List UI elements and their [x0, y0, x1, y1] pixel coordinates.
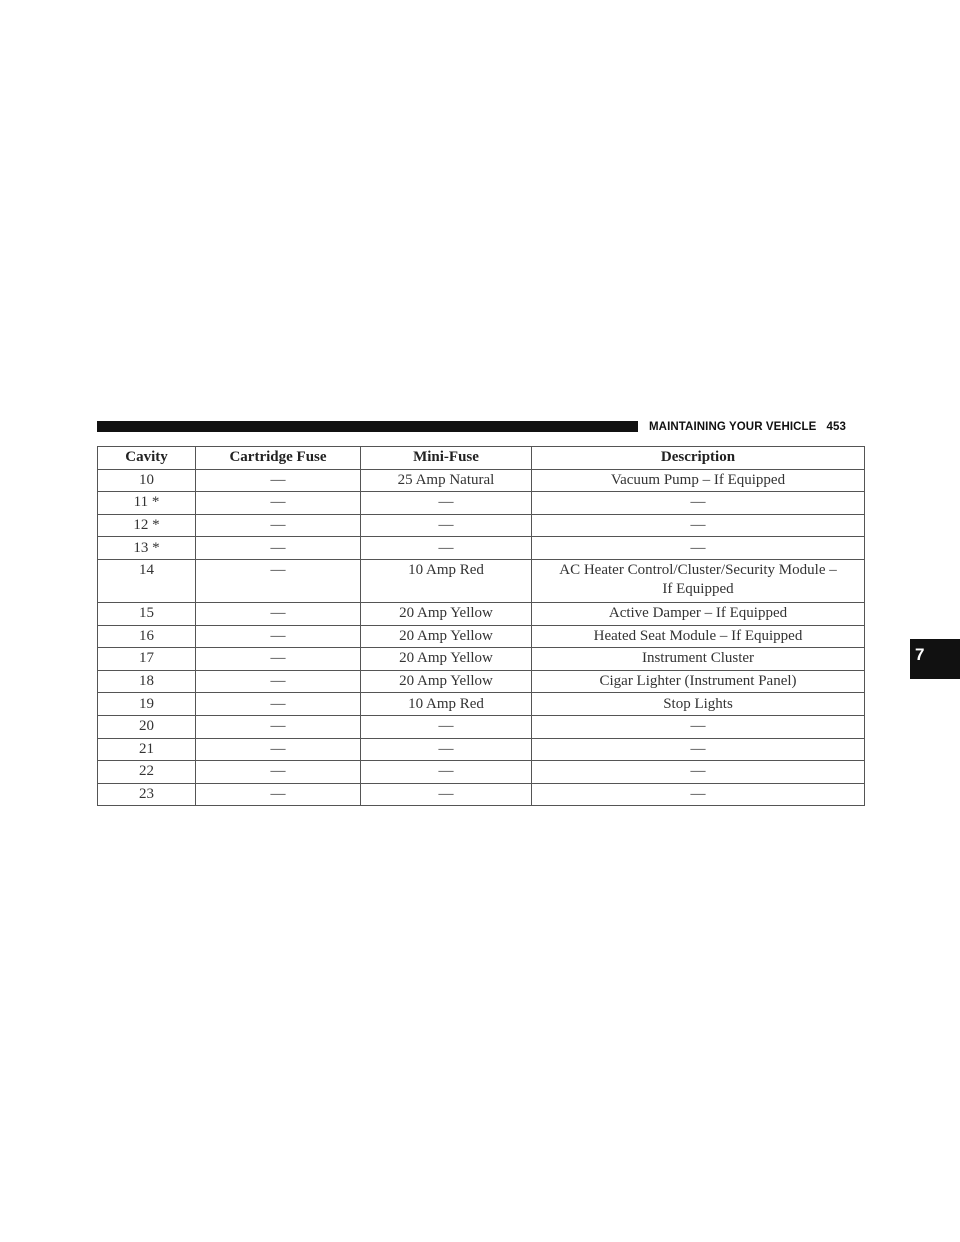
cartridge-fuse-cell: —	[196, 648, 361, 671]
mini-fuse-cell: 20 Amp Yellow	[361, 625, 532, 648]
cavity-cell: 10	[98, 469, 196, 492]
description-cell: —	[532, 715, 865, 738]
fuse-table	[97, 446, 865, 806]
cartridge-fuse-cell: —	[196, 602, 361, 625]
description-cell: Heated Seat Module – If Equipped	[532, 625, 865, 648]
cavity-cell: 13 *	[98, 537, 196, 560]
table-row	[98, 469, 865, 492]
table-row	[98, 492, 865, 515]
cavity-cell: 17	[98, 648, 196, 671]
description-line: AC Heater Control/Cluster/Security Module –	[559, 561, 837, 578]
column-header-description: Description	[532, 447, 865, 470]
cartridge-fuse-cell: —	[196, 492, 361, 515]
cavity-cell: 23	[98, 783, 196, 806]
cartridge-fuse-cell: —	[196, 738, 361, 761]
cartridge-fuse-cell: —	[196, 761, 361, 784]
description-cell: —	[532, 537, 865, 560]
mini-fuse-cell: —	[361, 492, 532, 515]
cavity-cell: 18	[98, 670, 196, 693]
mini-fuse-cell: 10 Amp Red	[361, 693, 532, 716]
cavity-cell: 15	[98, 602, 196, 625]
cavity-cell: 19	[98, 693, 196, 716]
table-row	[98, 625, 865, 648]
cartridge-fuse-cell: —	[196, 625, 361, 648]
mini-fuse-cell: —	[361, 738, 532, 761]
description-cell: —	[532, 783, 865, 806]
cavity-cell: 16	[98, 625, 196, 648]
mini-fuse-cell: —	[361, 715, 532, 738]
description-cell: —	[532, 738, 865, 761]
column-header-cartridge-fuse: Cartridge Fuse	[196, 447, 361, 470]
description-cell: Cigar Lighter (Instrument Panel)	[532, 670, 865, 693]
table-row	[98, 783, 865, 806]
cartridge-fuse-cell: —	[196, 715, 361, 738]
cavity-cell: 11 *	[98, 492, 196, 515]
cartridge-fuse-cell: —	[196, 693, 361, 716]
table-row	[98, 537, 865, 560]
mini-fuse-cell: —	[361, 761, 532, 784]
table-header-row	[98, 447, 865, 470]
table-row	[98, 761, 865, 784]
chapter-tab	[910, 639, 960, 679]
table-row	[98, 670, 865, 693]
cavity-cell: 14	[98, 559, 196, 602]
description-cell: Vacuum Pump – If Equipped	[532, 469, 865, 492]
description-cell: Stop Lights	[532, 693, 865, 716]
cartridge-fuse-cell: —	[196, 514, 361, 537]
chapter-tab-label: 7	[915, 645, 925, 664]
description-line: If Equipped	[662, 580, 734, 597]
column-header-cavity: Cavity	[98, 447, 196, 470]
table-row	[98, 559, 865, 602]
table-row	[98, 648, 865, 671]
cartridge-fuse-cell: —	[196, 670, 361, 693]
mini-fuse-cell: 25 Amp Natural	[361, 469, 532, 492]
mini-fuse-cell: 20 Amp Yellow	[361, 670, 532, 693]
table-row	[98, 602, 865, 625]
description-cell: —	[532, 761, 865, 784]
cartridge-fuse-cell: —	[196, 559, 361, 602]
cavity-cell: 21	[98, 738, 196, 761]
cartridge-fuse-cell: —	[196, 537, 361, 560]
table-row	[98, 693, 865, 716]
mini-fuse-cell: 10 Amp Red	[361, 559, 532, 602]
cartridge-fuse-cell: —	[196, 783, 361, 806]
description-cell	[532, 559, 865, 602]
page-number: 453	[826, 421, 846, 433]
running-header	[649, 418, 865, 436]
header-rule	[97, 421, 638, 432]
mini-fuse-cell: 20 Amp Yellow	[361, 648, 532, 671]
section-title: MAINTAINING YOUR VEHICLE	[649, 421, 817, 433]
cavity-cell: 12 *	[98, 514, 196, 537]
mini-fuse-cell: —	[361, 537, 532, 560]
mini-fuse-cell: —	[361, 514, 532, 537]
mini-fuse-cell: 20 Amp Yellow	[361, 602, 532, 625]
cartridge-fuse-cell: —	[196, 469, 361, 492]
table-row	[98, 715, 865, 738]
table-row	[98, 514, 865, 537]
mini-fuse-cell: —	[361, 783, 532, 806]
description-cell: —	[532, 514, 865, 537]
table-row	[98, 738, 865, 761]
cavity-cell: 20	[98, 715, 196, 738]
description-cell: —	[532, 492, 865, 515]
description-cell: Instrument Cluster	[532, 648, 865, 671]
cavity-cell: 22	[98, 761, 196, 784]
column-header-mini-fuse: Mini-Fuse	[361, 447, 532, 470]
description-cell: Active Damper – If Equipped	[532, 602, 865, 625]
